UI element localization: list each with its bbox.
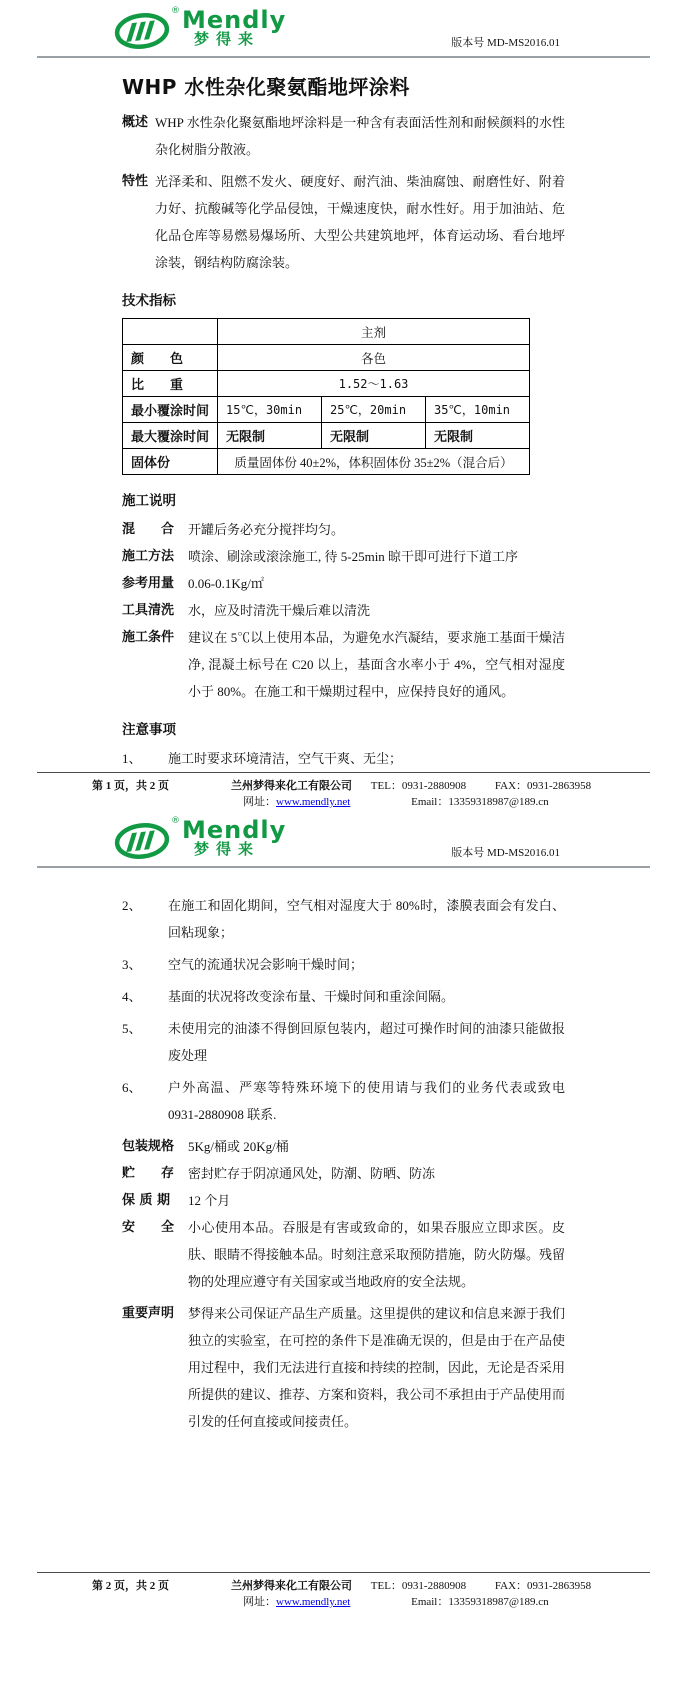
conditions-text: 建议在 5℃以上使用本品，为避免水汽凝结，要求施工基面干燥洁净, 混凝土标号在 C20 以上，基面含水率小于 4%，空气相对湿度小于 80%。在施工和干燥期过程中，应保持良好的通风。 xyxy=(188,630,565,699)
note-text: 户外高温、严寒等特殊环境下的使用请与我们的业务代表或致电 0931-2880908 联系. xyxy=(168,1080,565,1122)
disclaimer-text: 梦得来公司保证产品生产质量。这里提供的建议和信息来源于我们独立的实验室，在可控的条件下是准确无误的，但是由于在产品使用过程中，我们无法进行直接和持续的控制，因此，无论是否采用所提供的建议、推荐、方案和资料，我公司不承担由于产品使用而引发的任何直接或间接责任。 xyxy=(188,1306,566,1429)
cell-blank xyxy=(123,319,218,345)
cell-solids-value: 质量固体份 40±2%，体积固体份 35±2%（混合后） xyxy=(218,449,530,475)
overview-text: WHP 水性杂化聚氨酯地坪涂料是一种含有表面活性剂和耐候颜料的水性杂化树脂分散液。 xyxy=(155,115,565,157)
conditions-row xyxy=(122,624,565,705)
note-number: 5、 xyxy=(122,1021,142,1036)
footer-fax: FAX：0931-2863958 xyxy=(494,780,592,792)
safety-row xyxy=(122,1214,565,1295)
footer-email: Email：13359318987@189.cn xyxy=(411,796,549,808)
construction-heading: 施工说明 xyxy=(122,493,176,509)
disclaimer-label: 重要声明 xyxy=(122,1306,175,1321)
brand-name-cn: 梦得来 xyxy=(194,30,261,48)
logo-text xyxy=(182,6,287,48)
method-label: 施工方法 xyxy=(122,549,175,564)
page-number: 第 2 页，共 2 页 xyxy=(92,1580,169,1592)
page2-content xyxy=(122,868,565,1435)
note-number: 1、 xyxy=(122,751,142,766)
note-number: 6、 xyxy=(122,1080,142,1095)
page-header xyxy=(0,0,687,54)
page1-content xyxy=(122,58,565,772)
company-name: 兰州梦得来化工有限公司 xyxy=(231,780,352,792)
cell-max-recoat-label: 最大覆涂时间 xyxy=(123,423,218,449)
conditions-label: 施工条件 xyxy=(122,630,175,645)
registered-trademark-icon: ® xyxy=(171,816,180,826)
cell-min-recoat-15: 15℃，30min xyxy=(218,397,322,423)
cell-main-agent: 主剂 xyxy=(218,319,530,345)
note-item-2 xyxy=(122,892,565,946)
note-number: 3、 xyxy=(122,957,142,972)
table-row-max-recoat xyxy=(123,423,530,449)
brand-name-cn: 梦得来 xyxy=(194,840,261,858)
note-number: 4、 xyxy=(122,989,142,1004)
notes-heading: 注意事项 xyxy=(122,722,176,738)
table-row-gravity xyxy=(123,371,530,397)
packaging-row xyxy=(122,1133,565,1160)
safety-text: 小心使用本品。吞服是有害或致命的，如果吞服应立即求医。皮肤、眼睛不得接触本品。时刻注意采取预防措施，防火防爆。残留物的处理应遵守有关国家或当地政府的安全法规。 xyxy=(188,1220,566,1289)
website-link[interactable]: www.mendly.net xyxy=(276,1596,351,1608)
table-row-color xyxy=(123,345,530,371)
cell-max-recoat-15: 无限制 xyxy=(218,423,322,449)
note-text: 在施工和固化期间，空气相对湿度大于 80%时，漆膜表面会有发白、回粘现象； xyxy=(168,898,565,940)
brand-name-en: Mendly xyxy=(182,6,287,34)
safety-label: 安 全 xyxy=(122,1220,175,1235)
note-text: 未使用完的油漆不得倒回原包装内，超过可操作时间的油漆只能做报废处理 xyxy=(168,1021,565,1063)
features-label: 特性 xyxy=(122,174,149,189)
note-text: 施工时要求环境清洁，空气干爽、无尘； xyxy=(168,751,403,766)
footer-fax: FAX：0931-2863958 xyxy=(494,1580,592,1592)
overview-label: 概述 xyxy=(122,115,149,130)
cell-solids-label: 固体份 xyxy=(123,449,218,475)
note-item-5 xyxy=(122,1015,565,1069)
features-row xyxy=(122,168,565,276)
version-label: 版本号 MD-MS2016.01 xyxy=(451,37,560,49)
tool-cleaning-label: 工具清洗 xyxy=(122,603,175,618)
page1-footer xyxy=(0,772,687,810)
dosage-text: 0.06-0.1Kg/㎡ xyxy=(188,576,264,591)
shelf-life-label: 保 质 期 xyxy=(122,1193,171,1208)
cell-min-recoat-35: 35℃，10min xyxy=(425,397,529,423)
disclaimer-row xyxy=(122,1300,565,1435)
method-text: 喷涂、刷涂或滚涂施工, 待 5-25min 晾干即可进行下道工序 xyxy=(188,549,519,564)
page-2 xyxy=(0,810,687,1688)
footer-tel: TEL：0931-2880908 xyxy=(370,1580,467,1592)
note-item-1 xyxy=(122,745,565,772)
cell-gravity-label: 比 重 xyxy=(123,371,218,397)
mendly-logo-icon xyxy=(114,817,176,861)
note-item-3 xyxy=(122,951,565,978)
note-text: 基面的状况将改变涂布量、干燥时间和重涂间隔。 xyxy=(168,989,455,1004)
mixing-label: 混 合 xyxy=(122,522,175,537)
cell-min-recoat-label: 最小覆涂时间 xyxy=(123,397,218,423)
packaging-label: 包装规格 xyxy=(122,1139,175,1154)
tool-cleaning-row xyxy=(122,597,565,624)
version-label: 版本号 MD-MS2016.01 xyxy=(451,847,560,859)
logo-text xyxy=(182,816,287,858)
table-row-min-recoat xyxy=(123,397,530,423)
cell-color-label: 颜 色 xyxy=(123,345,218,371)
mixing-row xyxy=(122,516,565,543)
storage-label: 贮 存 xyxy=(122,1166,175,1181)
cell-max-recoat-35: 无限制 xyxy=(425,423,529,449)
company-name: 兰州梦得来化工有限公司 xyxy=(231,1580,352,1592)
table-row-solids xyxy=(123,449,530,475)
cell-color-value: 各色 xyxy=(218,345,530,371)
note-text: 空气的流通状况会影响干燥时间； xyxy=(168,957,364,972)
page-header xyxy=(0,810,687,864)
method-row xyxy=(122,543,565,570)
shelf-life-row xyxy=(122,1187,565,1214)
footer-email: Email：13359318987@189.cn xyxy=(411,1596,549,1608)
page-number: 第 1 页，共 2 页 xyxy=(92,780,169,792)
storage-text: 密封贮存于阴凉通风处，防潮、防晒、防冻 xyxy=(188,1166,436,1181)
cell-min-recoat-25: 25℃，20min xyxy=(322,397,426,423)
mendly-logo xyxy=(114,817,286,861)
page2-footer xyxy=(0,1572,687,1610)
dosage-row xyxy=(122,570,565,597)
document-title: WHP 水性杂化聚氨酯地坪涂料 xyxy=(122,75,410,99)
mendly-logo-icon xyxy=(114,7,176,51)
note-item-6 xyxy=(122,1074,565,1128)
cell-max-recoat-25: 无限制 xyxy=(322,423,426,449)
note-number: 2、 xyxy=(122,898,142,913)
brand-name-en: Mendly xyxy=(182,816,287,844)
cell-gravity-value: 1.52～1.63 xyxy=(218,371,530,397)
registered-trademark-icon: ® xyxy=(171,6,180,16)
page-1 xyxy=(0,0,687,810)
tool-cleaning-text: 水，应及时清洗干燥后难以清洗 xyxy=(188,603,371,618)
footer-web-label: 网址： xyxy=(243,796,276,808)
note-item-4 xyxy=(122,983,565,1010)
footer-web-label: 网址： xyxy=(243,1596,276,1608)
overview-row xyxy=(122,109,565,163)
storage-row xyxy=(122,1160,565,1187)
shelf-life-text: 12 个月 xyxy=(188,1193,231,1208)
table-row-header xyxy=(123,319,530,345)
mixing-text: 开罐后务必充分搅拌均匀。 xyxy=(188,522,345,537)
dosage-label: 参考用量 xyxy=(122,576,175,591)
tech-heading: 技术指标 xyxy=(122,293,176,309)
footer-tel: TEL：0931-2880908 xyxy=(370,780,467,792)
website-link[interactable]: www.mendly.net xyxy=(276,796,351,808)
packaging-text: 5Kg/桶或 20Kg/桶 xyxy=(188,1139,289,1154)
features-text: 光泽柔和、阻燃不发火、硬度好、耐汽油、柴油腐蚀、耐磨性好、附着力好、抗酸碱等化学品侵蚀，干燥速度快，耐水性好。用于加油站、危化品仓库等易燃易爆场所、大型公共建筑地坪，体育运动场、看台地坪涂装，钢结构防腐涂装。 xyxy=(155,174,565,270)
mendly-logo xyxy=(114,7,286,51)
tech-spec-table xyxy=(122,318,530,475)
